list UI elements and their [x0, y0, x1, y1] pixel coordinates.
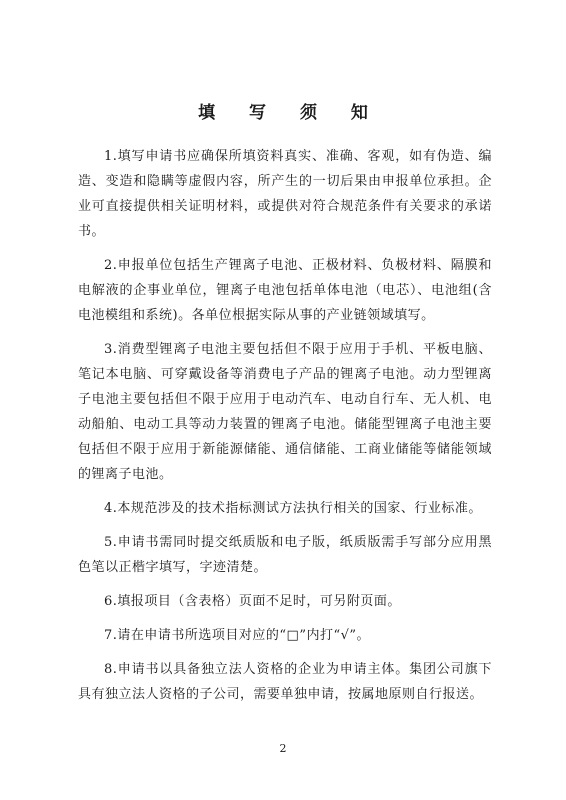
- page-title: 填 写 须 知: [198, 103, 382, 123]
- instruction-paragraph-1: 1.填写申请书应确保所填资料真实、准确、客观，如有伪造、编造、变造和隐瞒等虚假内容，所产生的一切后果由申报单位承担。企业可直接提供相关证明材料，或提供对符合规范条件有关要求的承诺书。: [78, 149, 492, 239]
- instruction-paragraph-4: 4.本规范涉及的技术指标测试方法执行相关的国家、行业标准。: [104, 501, 482, 516]
- instruction-paragraph-7: 7.请在申请书所选项目对应的“□”内打“√”。: [104, 628, 371, 643]
- instruction-paragraph-2: 2.申报单位包括生产锂离子电池、正极材料、负极材料、隔膜和电解液的企事业单位，锂离子电池包括单体电池（电芯）、电池组(含电池模组和系统)。各单位根据实际从事的产业链领域填写。: [78, 258, 492, 323]
- instruction-paragraph-5: 5.申请书需同时提交纸质版和电子版，纸质版需手写部分应用黑色笔以正楷字填写，字迹清楚。: [78, 535, 492, 575]
- page-number: 2: [279, 742, 287, 755]
- instruction-paragraph-8: 8.申请书以具备独立法人资格的企业为申请主体。集团公司旗下具有独立法人资格的子公司，需要单独申请，按属地原则自行报送。: [78, 662, 492, 702]
- instructions-body: [78, 144, 492, 716]
- instruction-paragraph-3: 3.消费型锂离子电池主要包括但不限于应用于手机、平板电脑、笔记本电脑、可穿戴设备等消费电子产品的锂离子电池。动力型锂离子电池主要包括但不限于应用于电动汽车、电动自行车、无人机、电动船舶、电动工具等动力装置的锂离子电池。储能型锂离子电池主要包括但不限于应用于新能源储能、通信储能、工商业储能等储能领域的锂离子电池。: [78, 342, 492, 482]
- instruction-paragraph-6: 6.填报项目（含表格）页面不足时，可另附页面。: [104, 594, 401, 609]
